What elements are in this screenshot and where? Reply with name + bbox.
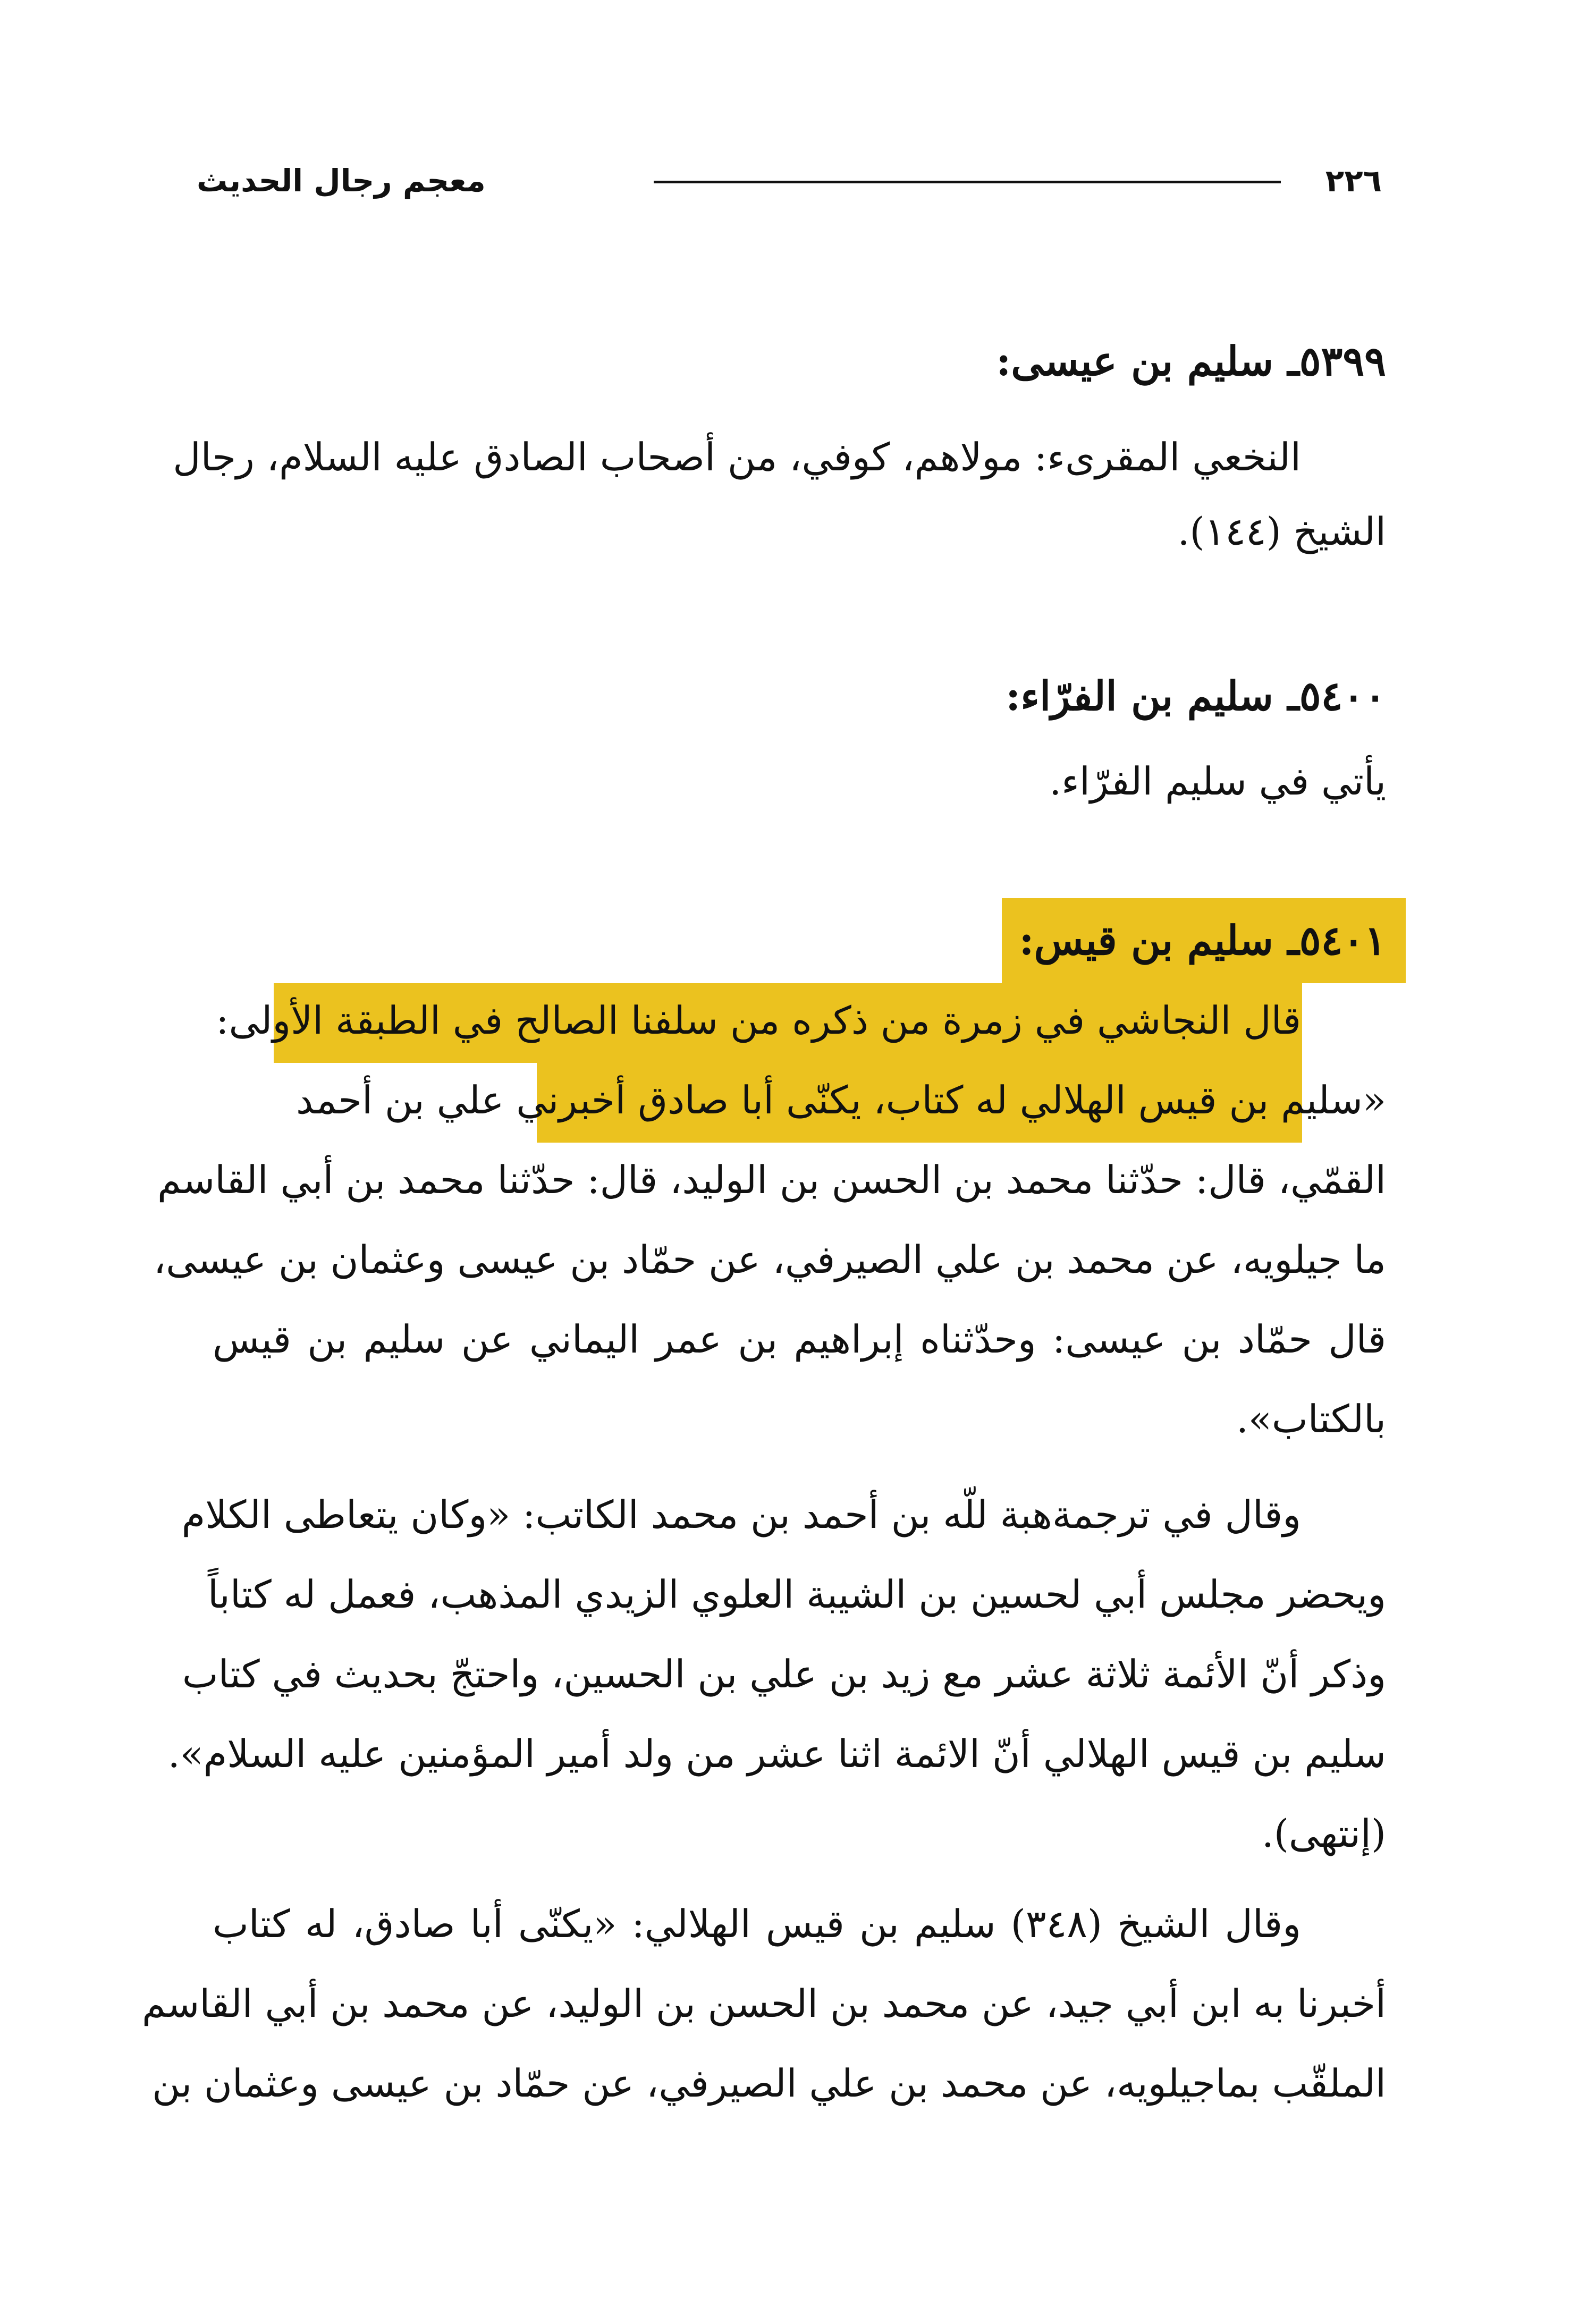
text-line: قال حمّاد بن عيسى: وحدّثناه إبراهيم بن عمر اليماني عن سليم بن قيس	[213, 1317, 1386, 1362]
entry-title: ـ سليم بن عيسى:	[996, 337, 1299, 385]
text-line: القمّي، قال: حدّثنا محمد بن الحسن بن الوليد، قال: حدّثنا محمد بن أبي القاسم	[157, 1158, 1386, 1202]
text-line: وذكر أنّ الأئمة ثلاثة عشر مع زيد بن علي بن الحسين، واحتجّ بحديث في كتاب	[182, 1652, 1386, 1696]
text-line: ما جيلويه، عن محمد بن علي الصيرفي، عن حمّاد بن عيسى وعثمان بن عيسى،	[153, 1237, 1386, 1282]
entry-heading-5400	[1006, 664, 1386, 728]
entry-heading-5399	[996, 329, 1386, 393]
entry-number: ٥٤٠١	[1299, 917, 1386, 964]
entry-number: ٥٣٩٩	[1299, 337, 1386, 385]
entry-number: ٥٤٠٠	[1299, 672, 1386, 720]
text-line: سليم بن قيس الهلالي أنّ الائمة اثنا عشر من ولد أمير المؤمنين عليه السلام».	[167, 1731, 1386, 1776]
book-title: معجم رجال الحديث	[197, 163, 486, 199]
highlighted-text-line: قال النجاشي في زمرة من ذكره من سلفنا الصالح في الطبقة الأولى:	[216, 998, 1301, 1043]
running-head	[197, 159, 1382, 202]
text-line: وقال في ترجمةهبة للّه بن أحمد بن محمد الكاتب: «وكان يتعاطى الكلام	[181, 1492, 1301, 1537]
entry-title: ـ سليم بن الفرّاء:	[1006, 672, 1299, 720]
highlighted-quote: «سليم بن قيس الهلالي له كتاب، يكنّى أبا صادق	[638, 1078, 1386, 1122]
header-rule	[654, 181, 1281, 183]
text-line: ويحضر مجلس أبي لحسين بن الشيبة العلوي الزيدي المذهب، فعمل له كتاباً	[207, 1572, 1386, 1617]
text-line: بالكتاب».	[1236, 1397, 1386, 1441]
text-line: أخبرنا به ابن أبي جيد، عن محمد بن الحسن بن الوليد، عن محمد بن أبي القاسم	[142, 1981, 1386, 2026]
text-line: يأتي في سليم الفرّاء.	[1049, 759, 1386, 804]
text-line	[213, 1068, 1386, 1132]
text-line: الملقّب بماجيلويه، عن محمد بن علي الصيرفي، عن حمّاد بن عيسى وعثمان بن	[152, 2061, 1386, 2106]
text-line: وقال الشيخ (٣٤٨) سليم بن قيس الهلالي: «يكنّى أبا صادق، له كتاب	[213, 1902, 1301, 1946]
text-line: (إنتهى).	[1261, 1811, 1386, 1856]
entry-title: ـ سليم بن قيس:	[1019, 917, 1299, 964]
entry-heading-5401	[1019, 909, 1387, 973]
page-number: ٢٢٦	[1325, 163, 1382, 199]
text-line: النخعي المقرىء: مولاهم، كوفي، من أصحاب الصادق عليه السلام، رجال	[173, 435, 1301, 479]
quote-continuation: أخبرني علي بن أحمد	[296, 1078, 638, 1122]
text-line: الشيخ (١٤٤).	[1177, 509, 1386, 554]
